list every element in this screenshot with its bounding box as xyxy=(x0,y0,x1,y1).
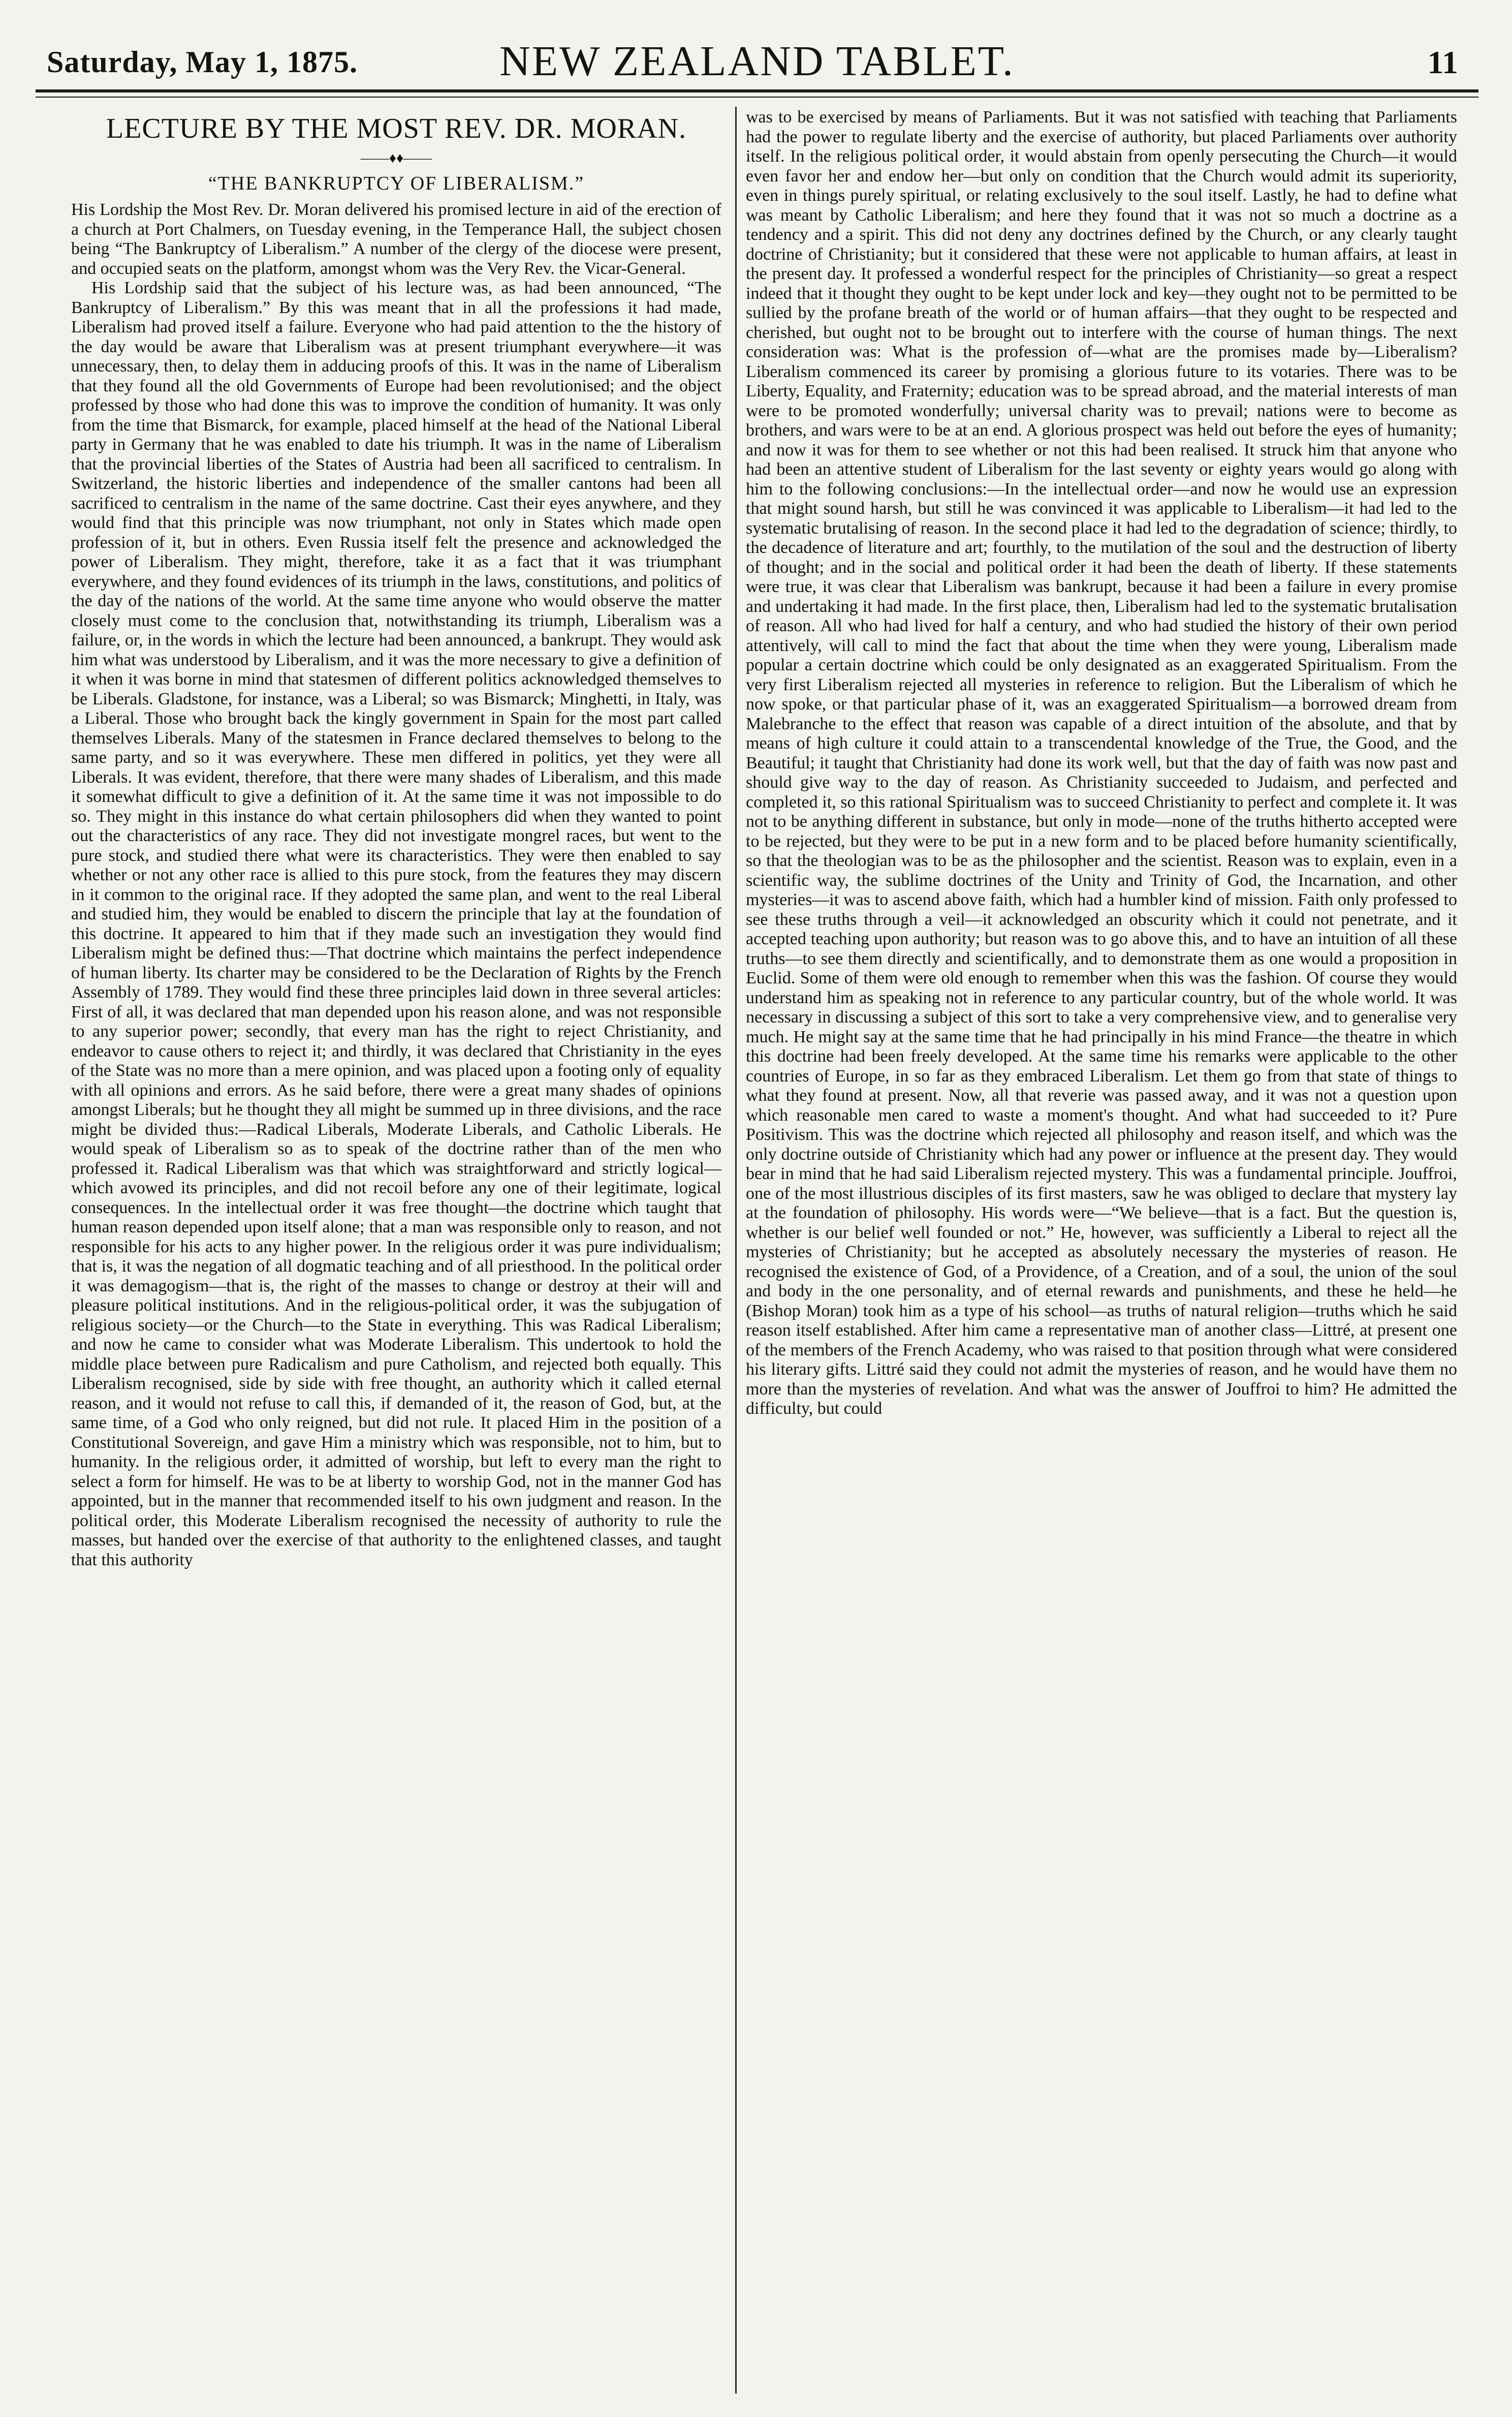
issue-date: Saturday, May 1, 1875. xyxy=(47,45,358,79)
masthead xyxy=(36,29,1478,106)
left-column xyxy=(71,108,721,2395)
masthead-rule-thin xyxy=(36,97,1478,98)
right-column xyxy=(746,108,1457,2395)
page-number: 11 xyxy=(1427,44,1458,80)
column-divider xyxy=(735,107,737,2394)
article-headline: LECTURE BY THE MOST REV. DR. MORAN. xyxy=(106,113,687,144)
headline-ornament: ——♦♦—— xyxy=(360,150,432,166)
paragraph-intro: His Lordship the Most Rev. Dr. Moran delivered his promised lecture in aid of the erection of a church at Port Chalmers, on Tuesday evening, in the Temperance Hall, the subject chosen being “The Bankruptcy of Liberalism.” A number of the clergy of the diocese were present, and occupied seats on the platform, amongst whom was the Very Rev. the Vicar-General. xyxy=(71,200,721,278)
masthead-rule-thick xyxy=(36,89,1478,92)
newspaper-title: NEW ZEALAND TABLET. xyxy=(499,38,1015,85)
paragraph-lecture-continued: was to be exercised by means of Parliaments. But it was not satisfied with teaching that Parliaments had the power to regulate liberty and the exercise of authority, but placed Parliaments over authority itself. In the religious political order, it would abstain from openly persecuting the Church—it would even favor her and endow her—but only on condition that the Church would admit its superiority, even in things purely spiritual, or relating exclusively to the soul itself. Lastly, he had to define what was meant by Catholic Liberalism; and here they found that it was not so much a doctrine as a tendency and a spirit. This did not deny any doctrines defined by the Church, or any clearly taught doctrine of Christianity; but it considered that these were not applicable to human affairs, at least in the present day. It professed a wonderful respect for the principles of Christianity—so great a respect indeed that it thought they ought to be kept under lock and key—they ought not to be permitted to be sullied by the profane breath of the world or of human affairs—that they ought to be respected and cherished, but ought not to be brought out to interfere with the course of human things. The next consideration was: What is the profession of—what are the promises made by—Liberalism? Liberalism commenced its career by promising a glorious future to its votaries. There was to be Liberty, Equality, and Fraternity; education was to be spread abroad, and the material interests of man were to be promoted wonderfully; universal charity was to prevail; nations were to become as brothers, and wars were to be at an end. A glorious prospect was held out before the eyes of humanity; and now it was for them to see whether or not this had been realised. It struck him that anyone who had been an attentive student of Liberalism for the last seventy or eighty years would go along with him to the following conclusions:—In the intellectual order—and now he would use an expression that might sound harsh, but still he was convinced it was applicable to Liberalism—it had led to the systematic brutalising of reason. In the second place it had led to the degradation of science; thirdly, to the decadence of literature and art; fourthly, to the mutilation of the soul and the destruction of liberty of thought; and in the social and political order it had been the death of liberty. If these statements were true, it was clear that Liberalism was bankrupt, because it had been a failure in every promise and undertaking it had made. In the first place, then, Liberalism had led to the systematic brutalisation of reason. All who had lived for half a century, and who had studied the history of their own period attentively, will call to mind the fact that about the time when they were young, Liberalism made popular a certain doctrine which could be only designated as an exaggerated Spiritualism. From the very first Liberalism rejected all mysteries in reference to religion. But the Liberalism of which he now spoke, or that particular phase of it, was an exaggerated Spiritualism—a borrowed dream from Malebranche to the effect that reason was capable of a direct intuition of the absolute, and that by means of high culture it could attain to a transcendental knowledge of the True, the Good, and the Beautiful; it taught that Christianity had done its work well, but that the day of faith was now past and should give way to the day of reason. As Christianity succeeded to Judaism, and perfected and completed it, so this rational Spiritualism was to succeed Christianity to perfect and complete it. It was not to be anything different in substance, but only in mode—none of the truths hitherto accepted were to be rejected, but they were to be put in a new form and to be placed before humanity scientifically, so that the theologian was to be as the philosopher and the scientist. Reason was to explain, even in a scientific way, the sublime doctrines of the Unity and Trinity of God, the Incarnation, and other mysteries—it was to ascend above faith, which had a humbler kind of mission. Faith only professed to see these truths through a veil—it acknowledged an obscurity which it could not penetrate, and it accepted teaching upon authority; but reason was to go above this, and to have an intuition of all these truths—to see them directly and scientifically, and to demonstrate them as one would a proposition in Euclid. Some of them were old enough to remember when this was the fashion. Of course they would understand him as speaking not in reference to any particular country, but of the whole world. It was necessary in discussing a subject of this sort to take a very comprehensive view, and to generalise very much. He might say at the same time that he had principally in his mind France—the theatre in which this doctrine had been freely developed. At the same time his remarks were applicable to the other countries of Europe, in so far as they embraced Liberalism. Let them go from that state of things to what they found at present. Now, all that reverie was passed away, and it was not a question upon which reasonable men cared to waste a moment's thought. And what had succeeded to it? Pure Positivism. This was the doctrine which rejected all philosophy and reason itself, and which was the only doctrine outside of Christianity which had any power or influence at the present day. They would bear in mind that he had said Liberalism rejected mystery. This was a fundamental principle. Jouffroi, one of the most illustrious disciples of its first masters, saw he was obliged to declare that mystery lay at the foundation of philosophy. His words were—“We believe—that is a fact. But the question is, whether is our belief well founded or not.” He, however, was sufficiently a Liberal to reject all the mysteries of Christianity; but he accepted as absolutely necessary the mysteries of reason. He recognised the existence of God, of a Providence, of a Creation, and of a soul, the union of the soul and body in the one personality, and of eternal rewards and punishments, and these he held—he (Bishop Moran) took him as a type of his school—as truths of natural religion—truths which he said reason itself established. After him came a representative man of another class—Littré, at present one of the members of the French Academy, who was raised to that position through what were considered his literary gifts. Littré said they could not admit the mysteries of reason, and he would have them no more than the mysteries of revelation. And what was the answer of Jouffroi to him? He admitted the difficulty, but could xyxy=(746,108,1457,1418)
article-subhead: “THE BANKRUPTCY OF LIBERALISM.” xyxy=(208,173,585,194)
paragraph-lecture-start: His Lordship said that the subject of his lecture was, as had been announced, “The Bankruptcy of Liberalism.” By this was meant that in all the professions it had made, Liberalism had proved itself a failure. Everyone who had paid attention to the the history of the day would be aware that Liberalism was at present triumphant everywhere—it was unnecessary, then, to delay them in adducing proofs of this. It was in the name of Liberalism that they found all the old Governments of Europe had been revolutionised; and the object professed by those who had done this was to improve the condition of humanity. It was only from the time that Bismarck, for example, placed himself at the head of the National Liberal party in Germany that he was enabled to date his triumph. It was in the name of Liberalism that the provincial liberties of the States of Austria had been all sacrificed to centralism. In Switzerland, the historic liberties and independence of the smaller cantons had been all sacrificed to centralism in the name of the same doctrine. Cast their eyes anywhere, and they would find that this principle was now triumphant, not only in States which made open profession of it, but in others. Even Russia itself felt the presence and acknowledged the power of Liberalism. They might, therefore, take it as a fact that it was triumphant everywhere, and they found evidences of its triumph in the laws, constitutions, and politics of the day of the nations of the world. At the same time anyone who would observe the matter closely must come to the conclusion that, notwithstanding its triumph, Liberalism was a failure, or, in the words in which the lecture had been announced, a bankrupt. They would ask him what was understood by Liberalism, and it was the more necessary to give a definition of it when it was borne in mind that statesmen of different politics acknowledged themselves to be Liberals. Gladstone, for instance, was a Liberal; so was Bismarck; Minghetti, in Italy, was a Liberal. Those who brought back the kingly government in Spain for the most part called themselves Liberals. Many of the statesmen in France declared themselves to belong to the same party, and so it was everywhere. These men differed in politics, yet they were all Liberals. It was evident, therefore, that there were many shades of Liberalism, and this made it somewhat difficult to give a definition of it. At the same time it was not impossible to do so. They might in this instance do what certain philosophers did when they wanted to point out the characteristics of any race. They did not investigate mongrel races, but went to the pure stock, and studied there what were its characteristics. They were then enabled to say whether or not any other race is allied to this pure stock, from the features they may discern in it common to the original race. If they adopted the same plan, and went to the real Liberal and studied him, they would be enabled to discern the principle that lay at the foundation of this doctrine. It appeared to him that if they made such an investigation they would find Liberalism might be defined thus:—That doctrine which maintains the perfect independence of human liberty. Its charter may be considered to be the Declaration of Rights by the French Assembly of 1789. They would find these three principles laid down in three several articles: First of all, it was declared that man depended upon his reason alone, and was not responsible to any superior power; secondly, that every man has the right to reject Christianity, and endeavor to cause others to reject it; and thirdly, it was declared that Christianity in the eyes of the State was no more than a mere opinion, and was placed upon a footing only of equality with all opinions and errors. As he said before, there were a great many shades of opinions amongst Liberals; but he thought they all might be summed up in three divisions, and the race might be divided thus:—Radical Liberals, Moderate Liberals, and Catholic Liberals. He would speak of Liberalism so as to speak of the doctrine rather than of the men who professed it. Radical Liberalism was that which was straightforward and strictly logical—which avowed its principles, and did not recoil before any one of their legitimate, logical consequences. In the intellectual order it was free thought—the doctrine which taught that human reason depended upon itself alone; that a man was responsible only to reason, and not responsible for his acts to any higher power. In the religious order it was pure individualism; that is, it was the negation of all dogmatic teaching and of all priesthood. In the political order it was demagogism—that is, the right of the masses to change or destroy at their will and pleasure political institutions. And in the religious-political order, it was the subjugation of religious society—or the Church—to the State in everything. This was Radical Liberalism; and now he came to consider what was Moderate Liberalism. This undertook to hold the middle place between pure Radicalism and pure Catholism, and rejected both equally. This Liberalism recognised, side by side with free thought, an authority which it called eternal reason, and it would not refuse to call this, if demanded of it, the reason of God, but, at the same time, of a God who only reigned, but did not rule. It placed Him in the position of a Constitutional Sovereign, and gave Him a ministry which was responsible, not to him, but to humanity. In the religious order, it admitted of worship, but left to every man the right to select a form for himself. He was to be at liberty to worship God, not in the manner God has appointed, but in the manner that recommended itself to his own judgment and reason. In the political order, this Moderate Liberalism recognised the necessity of authority to rule the masses, but handed over the exercise of that authority to the enlightened classes, and taught that this authority xyxy=(71,278,721,1569)
